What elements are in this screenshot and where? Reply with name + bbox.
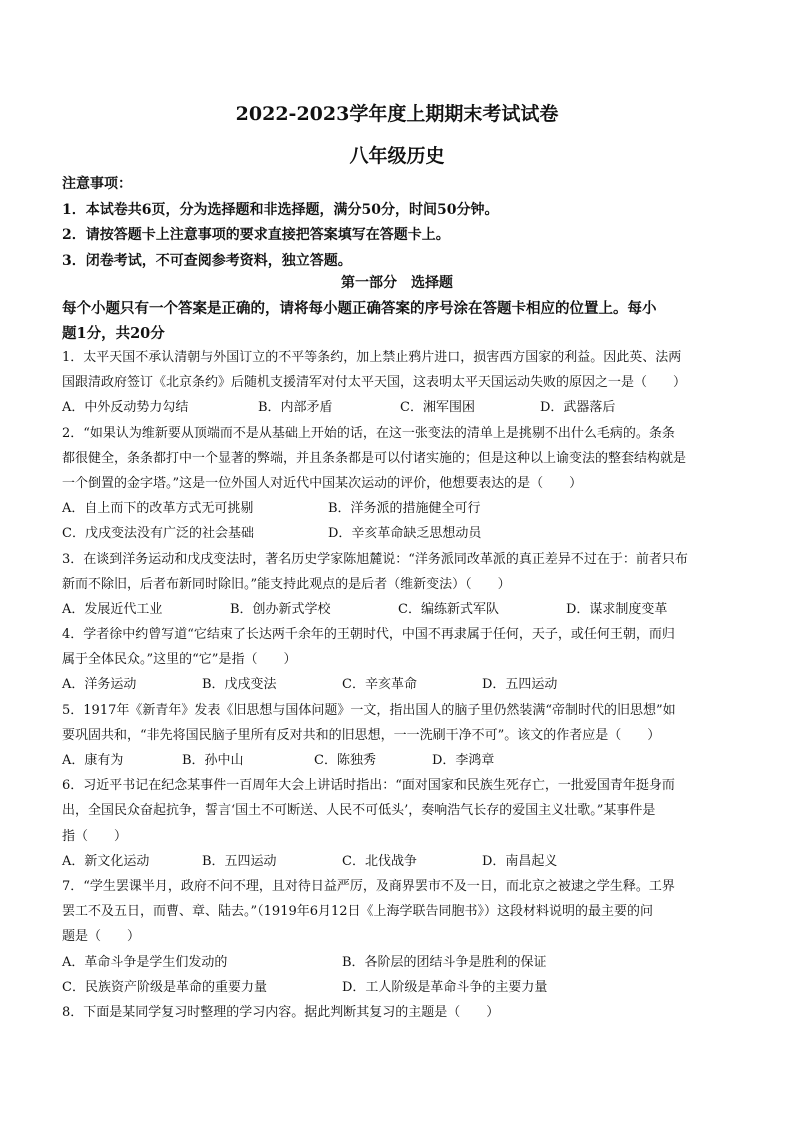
question-options — [62, 950, 752, 975]
option-b: B．各阶层的团结斗争是胜利的保证 — [342, 954, 547, 970]
option-d: D．李鸿章 — [432, 753, 495, 768]
option-a: A．革命斗争是学生们发动的 — [62, 954, 228, 970]
question-text: 属于全体民众。”这里的“它”是指（ ） — [62, 652, 297, 668]
notes-block — [62, 172, 742, 274]
question-7 — [62, 874, 752, 1000]
question-text: 3．在谈到洋务运动和戊戌变法时，著名历史学家陈旭麓说：“洋务派同改革派的真正差异不过在于：前者只布 — [62, 551, 688, 567]
question-2 — [62, 421, 752, 547]
section-instruction — [62, 296, 742, 346]
question-options — [62, 521, 752, 546]
question-options — [62, 748, 752, 773]
question-1 — [62, 345, 752, 421]
question-text: 8．下面是某同学复习时整理的学习内容。据此判断其复习的主题是（ ） — [62, 1004, 500, 1020]
question-list — [62, 345, 752, 1025]
question-text: 2．“如果认为维新要从顶端而不是从基础上开始的话，在这一张变法的清单上是挑剔不出什么毛病的。条条 — [62, 425, 675, 441]
option-b: B．孙中山 — [182, 753, 244, 768]
question-text: 6．习近平书记在纪念某事件一百周年大会上讲话时指出：“面对国家和民族生死存亡，一批爱国青年挺身而 — [62, 778, 675, 794]
option-a: A．发展近代工业 — [62, 601, 163, 617]
option-c: C．戊戌变法没有广泛的社会基础 — [62, 526, 254, 542]
question-options — [62, 395, 752, 420]
option-a: A．中外反动势力勾结 — [62, 400, 189, 416]
option-a: A．康有为 — [62, 753, 124, 768]
option-b: B．戊戌变法 — [202, 677, 277, 693]
option-c: C．北伐战争 — [342, 853, 417, 869]
option-c: C．陈独秀 — [314, 753, 376, 768]
question-8 — [62, 1000, 752, 1025]
exam-title: 2022-2023学年度上期期末考试试卷 — [235, 103, 559, 125]
option-a: A．新文化运动 — [62, 853, 150, 869]
option-b: B．洋务派的措施健全可行 — [328, 501, 481, 517]
question-text: 一个倒置的金字塔。”这是一位外国人对近代中国某次运动的评价，他想要表达的是（ ） — [62, 475, 583, 491]
question-options — [62, 672, 752, 697]
notes-item: 1．本试卷共6页，分为选择题和非选择题，满分50分，时间50分钟。 — [62, 201, 499, 218]
exam-subtitle: 八年级历史 — [349, 145, 445, 167]
notes-item: 2．请按答题卡上注意事项的要求直接把答案填写在答题卡上。 — [62, 227, 450, 243]
option-a: A．自上而下的改革方式无可挑剔 — [62, 501, 254, 517]
option-b: B．五四运动 — [202, 853, 277, 869]
option-d: D．辛亥革命缺乏思想动员 — [328, 526, 482, 542]
question-options — [62, 975, 752, 1000]
question-text: 出，全国民众奋起抗争，誓言‘国土不可断送、人民不可低头’，奏响浩气长存的爱国主义壮歌。”某事件是 — [62, 803, 656, 819]
option-c: C．辛亥革命 — [342, 677, 417, 693]
option-c: C．民族资产阶级是革命的重要力量 — [62, 979, 267, 995]
question-options — [62, 496, 752, 521]
question-5 — [62, 698, 752, 774]
question-text: 罢工不及五日，而曹、章、陆去。”（1919年6月12日《上海学联告同胞书》）这段材料说明的最主要的问 — [62, 904, 654, 920]
option-d: D．南昌起义 — [482, 853, 558, 869]
option-d: D．五四运动 — [482, 677, 558, 693]
option-b: B．创办新式学校 — [230, 601, 331, 617]
option-c: C．编练新式军队 — [398, 601, 499, 617]
question-text: 都很健全，条条都打中一个显著的弊端，并且条条都是可以付诸实施的；但是这种以上谕变法的整套结构就是 — [62, 450, 687, 466]
question-text: 题是（ ） — [62, 929, 141, 945]
option-b: B．内部矛盾 — [258, 400, 333, 416]
question-text: 国跟清政府签订《北京条约》后随机支援清军对付太平天国，这表明太平天国运动失败的原因之一是（ ） — [62, 375, 687, 391]
question-3 — [62, 547, 752, 623]
option-d: D．武器落后 — [540, 400, 616, 416]
question-options — [62, 849, 752, 874]
option-c: C．湘军围困 — [400, 400, 475, 416]
option-d: D．谋求制度变革 — [566, 601, 668, 617]
question-options — [62, 597, 752, 622]
question-text: 1．太平天国不承认清朝与外国订立的不平等条约，加上禁止鸦片进口，损害西方国家的利益。因此英、法两 — [62, 350, 682, 365]
question-text: 7．“学生罢课半月，政府不问不理，且对待日益严厉，及商界罢市不及一日，而北京之被逮之学生释。工界 — [62, 878, 675, 894]
section-title: 第一部分 选择题 — [341, 275, 453, 291]
instruction-line: 每个小题只有一个答案是正确的，请将每小题正确答案的序号涂在答题卡相应的位置上。每小 — [62, 300, 657, 317]
question-text: 新而不除旧，后者布新同时除旧。”能支持此观点的是后者（维新变法）（ ） — [62, 576, 511, 592]
option-d: D．工人阶级是革命斗争的主要力量 — [342, 979, 548, 995]
question-text: 5．1917年《新青年》发表《旧思想与国体问题》一文，指出国人的脑子里仍然装满“帝制时代的旧思想”如 — [62, 702, 676, 718]
notes-heading: 注意事项： — [62, 176, 132, 192]
instruction-line: 题1分，共20分 — [62, 325, 165, 342]
question-4 — [62, 622, 752, 698]
option-a: A．洋务运动 — [62, 677, 137, 693]
question-text: 要巩固共和，“非先将国民脑子里所有反对共和的旧思想，一一洗刷干净不可”。该文的作者应是（ ） — [62, 727, 661, 743]
question-6 — [62, 773, 752, 874]
question-text: 4．学者徐中约曾写道“它结束了长达两千余年的王朝时代，中国不再隶属于任何，天子，或任何王朝，而归 — [62, 627, 675, 643]
notes-item: 3．闭卷考试，不可查阅参考资料，独立答题。 — [62, 252, 352, 269]
question-text: 指（ ） — [62, 828, 128, 844]
